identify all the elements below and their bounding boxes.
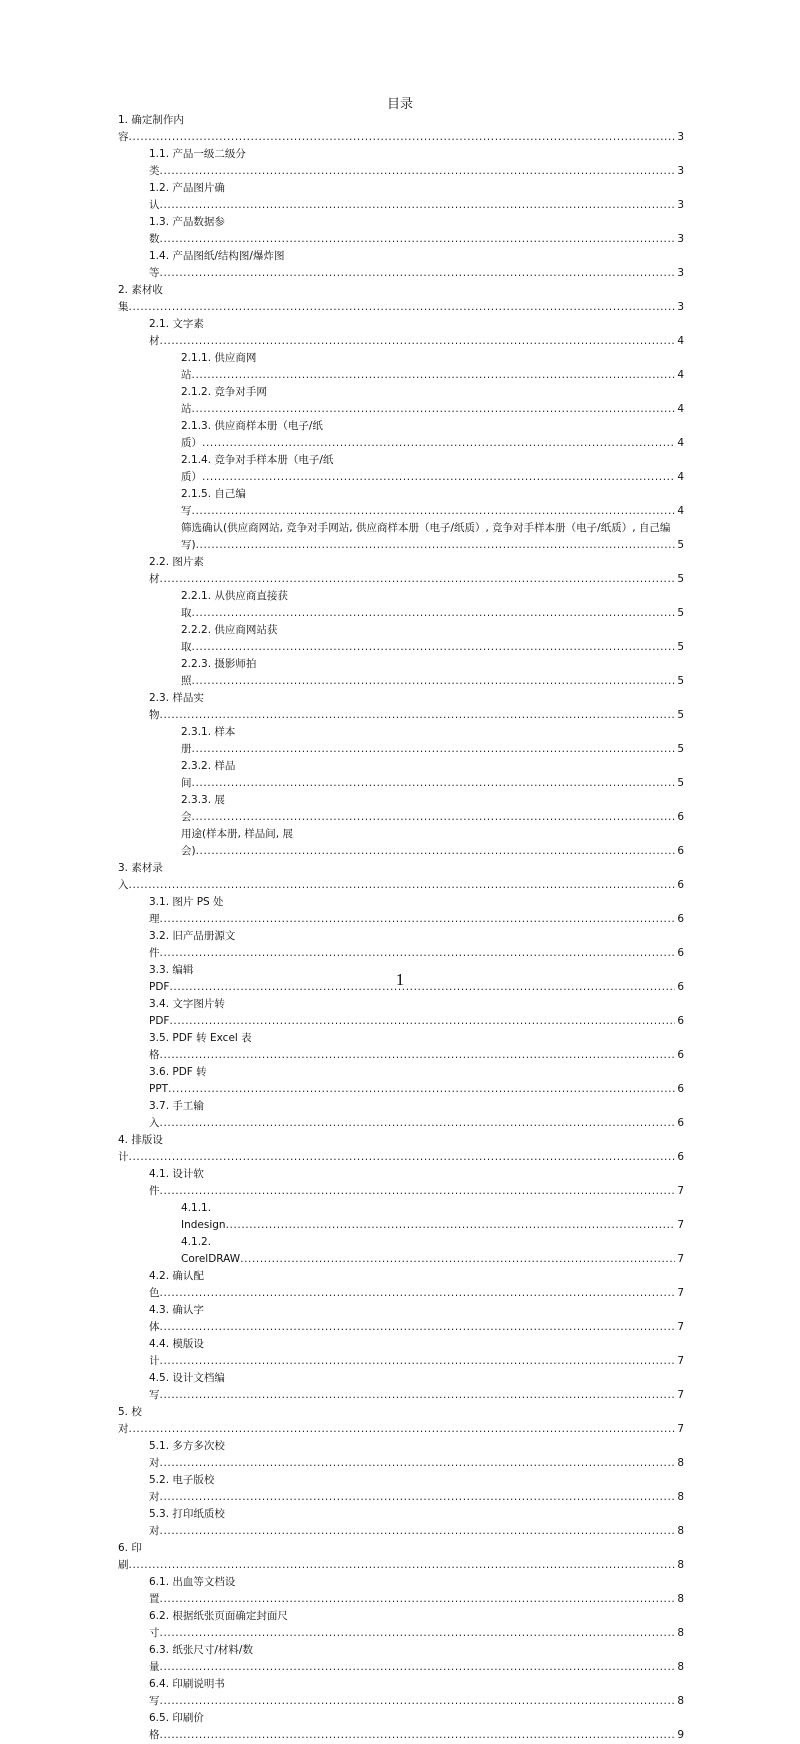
toc-entry-title: 3. 素材录入 ..... — [118, 862, 684, 891]
toc-entry-title: 2.1.5. 自己编写 ..... — [181, 488, 684, 517]
toc-entry-page: 3 — [675, 197, 684, 214]
toc-entry-title: 6.2. 根据纸张页面确定封面尺寸 ..... — [149, 1610, 684, 1639]
toc-entry[interactable] — [118, 112, 684, 146]
toc-entry[interactable] — [118, 1472, 684, 1506]
toc-entry-title: 4.1.2. CorelDRAW ..... — [181, 1236, 684, 1265]
toc-entry-title: 2.1.1. 供应商网站 ..... — [181, 352, 684, 381]
toc-entry-page: 8 — [675, 1523, 684, 1540]
toc-entry-title: 1.4. 产品图纸/结构图/爆炸图等 ..... — [149, 250, 684, 279]
toc-entry[interactable] — [118, 826, 684, 860]
toc-entry[interactable] — [118, 1540, 684, 1574]
toc-entry-title: 5.3. 打印纸质校对 ..... — [149, 1508, 684, 1537]
toc-entry-page: 5 — [675, 605, 684, 622]
toc-entry-page: 7 — [675, 1285, 684, 1302]
toc-entry-title: 4.1.1. Indesign ..... — [181, 1202, 684, 1231]
toc-entry[interactable] — [118, 1370, 684, 1404]
toc-entry[interactable] — [118, 316, 684, 350]
toc-entry-page: 9 — [675, 1727, 684, 1744]
toc-entry-title: 4.2. 确认配色 ..... — [149, 1270, 684, 1299]
toc-entry-page: 5 — [675, 639, 684, 656]
toc-entry-page: 6 — [675, 1013, 684, 1030]
toc-entry-page: 5 — [675, 673, 684, 690]
toc-title: 目录 — [386, 97, 413, 112]
toc-entry[interactable] — [118, 1404, 684, 1438]
toc-entry[interactable] — [118, 384, 684, 418]
toc-entry[interactable] — [118, 928, 684, 962]
toc-entry-title: 2.1. 文字素材 ..... — [149, 318, 684, 347]
toc-entry-title: 1. 确定制作内容 ..... — [118, 114, 684, 143]
toc-entry[interactable] — [118, 1132, 684, 1166]
toc-entry[interactable] — [118, 1574, 684, 1608]
toc-entry[interactable] — [118, 1268, 684, 1302]
toc-entry-page: 4 — [675, 401, 684, 418]
toc-entry-page: 3 — [675, 163, 684, 180]
toc-entry[interactable] — [118, 180, 684, 214]
page-number: 1 — [395, 970, 405, 989]
toc-entry-title: 2. 素材收集 ..... — [118, 284, 684, 313]
toc-entry-page: 8 — [675, 1489, 684, 1506]
toc-entry-title: 4.1. 设计软件 ..... — [149, 1168, 684, 1197]
toc-entry-page: 7 — [675, 1183, 684, 1200]
toc-entry-title: 4.5. 设计文档编写 ..... — [149, 1372, 684, 1401]
toc-entry-title: 6.1. 出血等文档设置 ..... — [149, 1576, 684, 1605]
toc-entry[interactable] — [118, 1200, 684, 1234]
toc-entry-title: 5.2. 电子版校对 ..... — [149, 1474, 684, 1503]
toc-entry-title: 3.4. 文字图片转 PDF ..... — [149, 998, 684, 1027]
toc-entry-page: 3 — [675, 299, 684, 316]
toc-entry-title: 2.1.3. 供应商样本册（电子/纸质） ..... — [181, 420, 684, 449]
toc-entry[interactable] — [118, 792, 684, 826]
toc-entry[interactable] — [118, 554, 684, 588]
toc-entry-page: 5 — [675, 775, 684, 792]
toc-entry[interactable] — [118, 520, 684, 554]
toc-entry-title: 2.3.3. 展会 ..... — [181, 794, 684, 823]
toc-entry-title: 6.5. 印刷价格 ..... — [149, 1712, 684, 1741]
toc-entry-title: 筛选确认(供应商网站, 竞争对手网站, 供应商样本册（电子/纸质）, 竞争对手样本册（电子/纸质）, 自己编写) ..... — [181, 522, 684, 551]
toc-entry-page: 4 — [675, 469, 684, 486]
toc-entry-page: 6 — [675, 979, 684, 996]
toc-entry[interactable] — [118, 1166, 684, 1200]
toc-entry-title: 用途(样本册, 样品间, 展会) ..... — [181, 828, 684, 857]
toc-entry[interactable] — [118, 248, 684, 282]
toc-entry-title: 3.7. 手工输入 ..... — [149, 1100, 684, 1129]
toc-entry[interactable] — [118, 860, 684, 894]
toc-entry-page: 8 — [675, 1591, 684, 1608]
toc-entry-page: 8 — [675, 1625, 684, 1642]
toc-entry-title: 1.3. 产品数据参数 ..... — [149, 216, 684, 245]
toc-entry-page: 8 — [675, 1455, 684, 1472]
toc-entry[interactable] — [118, 146, 684, 180]
toc-entry[interactable] — [118, 1336, 684, 1370]
toc-entry[interactable] — [118, 1098, 684, 1132]
toc-entry[interactable] — [118, 1302, 684, 1336]
toc-entry[interactable] — [118, 1642, 684, 1676]
toc-entry-page: 6 — [675, 1047, 684, 1064]
toc-entry-page: 5 — [675, 537, 684, 554]
toc-entry-page: 4 — [675, 503, 684, 520]
toc-entry-page: 6 — [675, 877, 684, 894]
toc-entry-title: 4.3. 确认字体 ..... — [149, 1304, 684, 1333]
toc-entry-title: 2.3.2. 样品间 ..... — [181, 760, 684, 789]
toc-entry-title: 3.1. 图片 PS 处理 ..... — [149, 896, 684, 925]
toc-entry-title: 6.4. 印刷说明书写 ..... — [149, 1678, 684, 1707]
toc-entry-page: 8 — [675, 1659, 684, 1676]
toc-entry-title: 3.6. PDF 转 PPT ..... — [149, 1066, 684, 1095]
toc-entry[interactable] — [118, 1234, 684, 1268]
toc-entry-page: 5 — [675, 707, 684, 724]
toc-entry-page: 6 — [675, 809, 684, 826]
toc-entry-title: 1.2. 产品图片确认 ..... — [149, 182, 684, 211]
toc-entry-page: 3 — [675, 129, 684, 146]
toc-entry-page: 6 — [675, 911, 684, 928]
toc-entry[interactable] — [118, 622, 684, 656]
toc-entry[interactable] — [118, 1064, 684, 1098]
toc-entry[interactable] — [118, 690, 684, 724]
toc-entry-page: 4 — [675, 435, 684, 452]
toc-entry-title: 3.5. PDF 转 Excel 表格 ..... — [149, 1032, 684, 1061]
toc-entry-title: 6.3. 纸张尺寸/材料/数量 ..... — [149, 1644, 684, 1673]
toc-entry-title: 2.2.3. 摄影师拍照 ..... — [181, 658, 684, 687]
toc-entry-page: 6 — [675, 1149, 684, 1166]
toc-entry-title: 2.3. 样品实物 ..... — [149, 692, 684, 721]
toc-entry-page: 8 — [675, 1557, 684, 1574]
toc-entry-page: 6 — [675, 945, 684, 962]
toc-entry-title: 2.1.4. 竞争对手样本册（电子/纸质） ..... — [181, 454, 684, 483]
toc-entry[interactable] — [118, 282, 684, 316]
toc-entry[interactable] — [118, 758, 684, 792]
toc-entry-page: 4 — [675, 367, 684, 384]
toc-entry-title: 3.2. 旧产品册源文件 ..... — [149, 930, 684, 959]
toc-entry[interactable] — [118, 1710, 684, 1744]
toc-entry-title: 2.2. 图片素材 ..... — [149, 556, 684, 585]
toc-entry-title: 6. 印刷 ..... — [118, 1542, 684, 1571]
toc-entry[interactable] — [118, 996, 684, 1030]
toc-entry[interactable] — [118, 1608, 684, 1642]
toc-entry[interactable] — [118, 214, 684, 248]
toc-entry-page: 4 — [675, 333, 684, 350]
toc-entry[interactable] — [118, 350, 684, 384]
toc-entry-page: 7 — [675, 1319, 684, 1336]
toc-entry-title: 2.3.1. 样本册 ..... — [181, 726, 684, 755]
toc-entry-title: 2.1.2. 竞争对手网站 ..... — [181, 386, 684, 415]
toc-entry-page: 7 — [675, 1387, 684, 1404]
toc-entry-page: 7 — [675, 1217, 684, 1234]
toc-entry-page: 5 — [675, 741, 684, 758]
toc-entry-title: 5. 校对 ..... — [118, 1406, 684, 1435]
toc-entry-title: 3.3. 编辑 PDF ..... — [149, 964, 684, 993]
toc-entry[interactable] — [118, 1438, 684, 1472]
toc-entry[interactable] — [118, 588, 684, 622]
toc-entry[interactable] — [118, 1506, 684, 1540]
toc-entry-title: 4.4. 模版设计 ..... — [149, 1338, 684, 1367]
toc-entry[interactable] — [118, 418, 684, 452]
toc-entry[interactable] — [118, 894, 684, 928]
toc-entry[interactable] — [118, 452, 684, 486]
toc-entry-page: 7 — [675, 1251, 684, 1268]
toc-entry-page: 6 — [675, 1081, 684, 1098]
toc-entry-page: 6 — [675, 843, 684, 860]
toc-entry[interactable] — [118, 1676, 684, 1710]
toc-entry-page: 7 — [675, 1421, 684, 1438]
toc-entry-page: 8 — [675, 1693, 684, 1710]
toc-entry-page: 3 — [675, 231, 684, 248]
toc-entry-page: 7 — [675, 1353, 684, 1370]
toc-entry-page: 5 — [675, 571, 684, 588]
table-of-contents — [118, 112, 684, 1744]
toc-entry[interactable] — [118, 724, 684, 758]
toc-entry-title: 5.1. 多方多次校对 ..... — [149, 1440, 684, 1469]
toc-entry-page: 3 — [675, 265, 684, 282]
toc-entry-title: 1.1. 产品一级二级分类 ..... — [149, 148, 684, 177]
toc-entry[interactable] — [118, 1030, 684, 1064]
toc-entry-page: 6 — [675, 1115, 684, 1132]
toc-entry-title: 2.2.2. 供应商网站获取 ..... — [181, 624, 684, 653]
toc-entry[interactable] — [118, 656, 684, 690]
toc-entry[interactable] — [118, 486, 684, 520]
toc-entry-title: 2.2.1. 从供应商直接获取 ..... — [181, 590, 684, 619]
toc-entry-title: 4. 排版设计 ..... — [118, 1134, 684, 1163]
